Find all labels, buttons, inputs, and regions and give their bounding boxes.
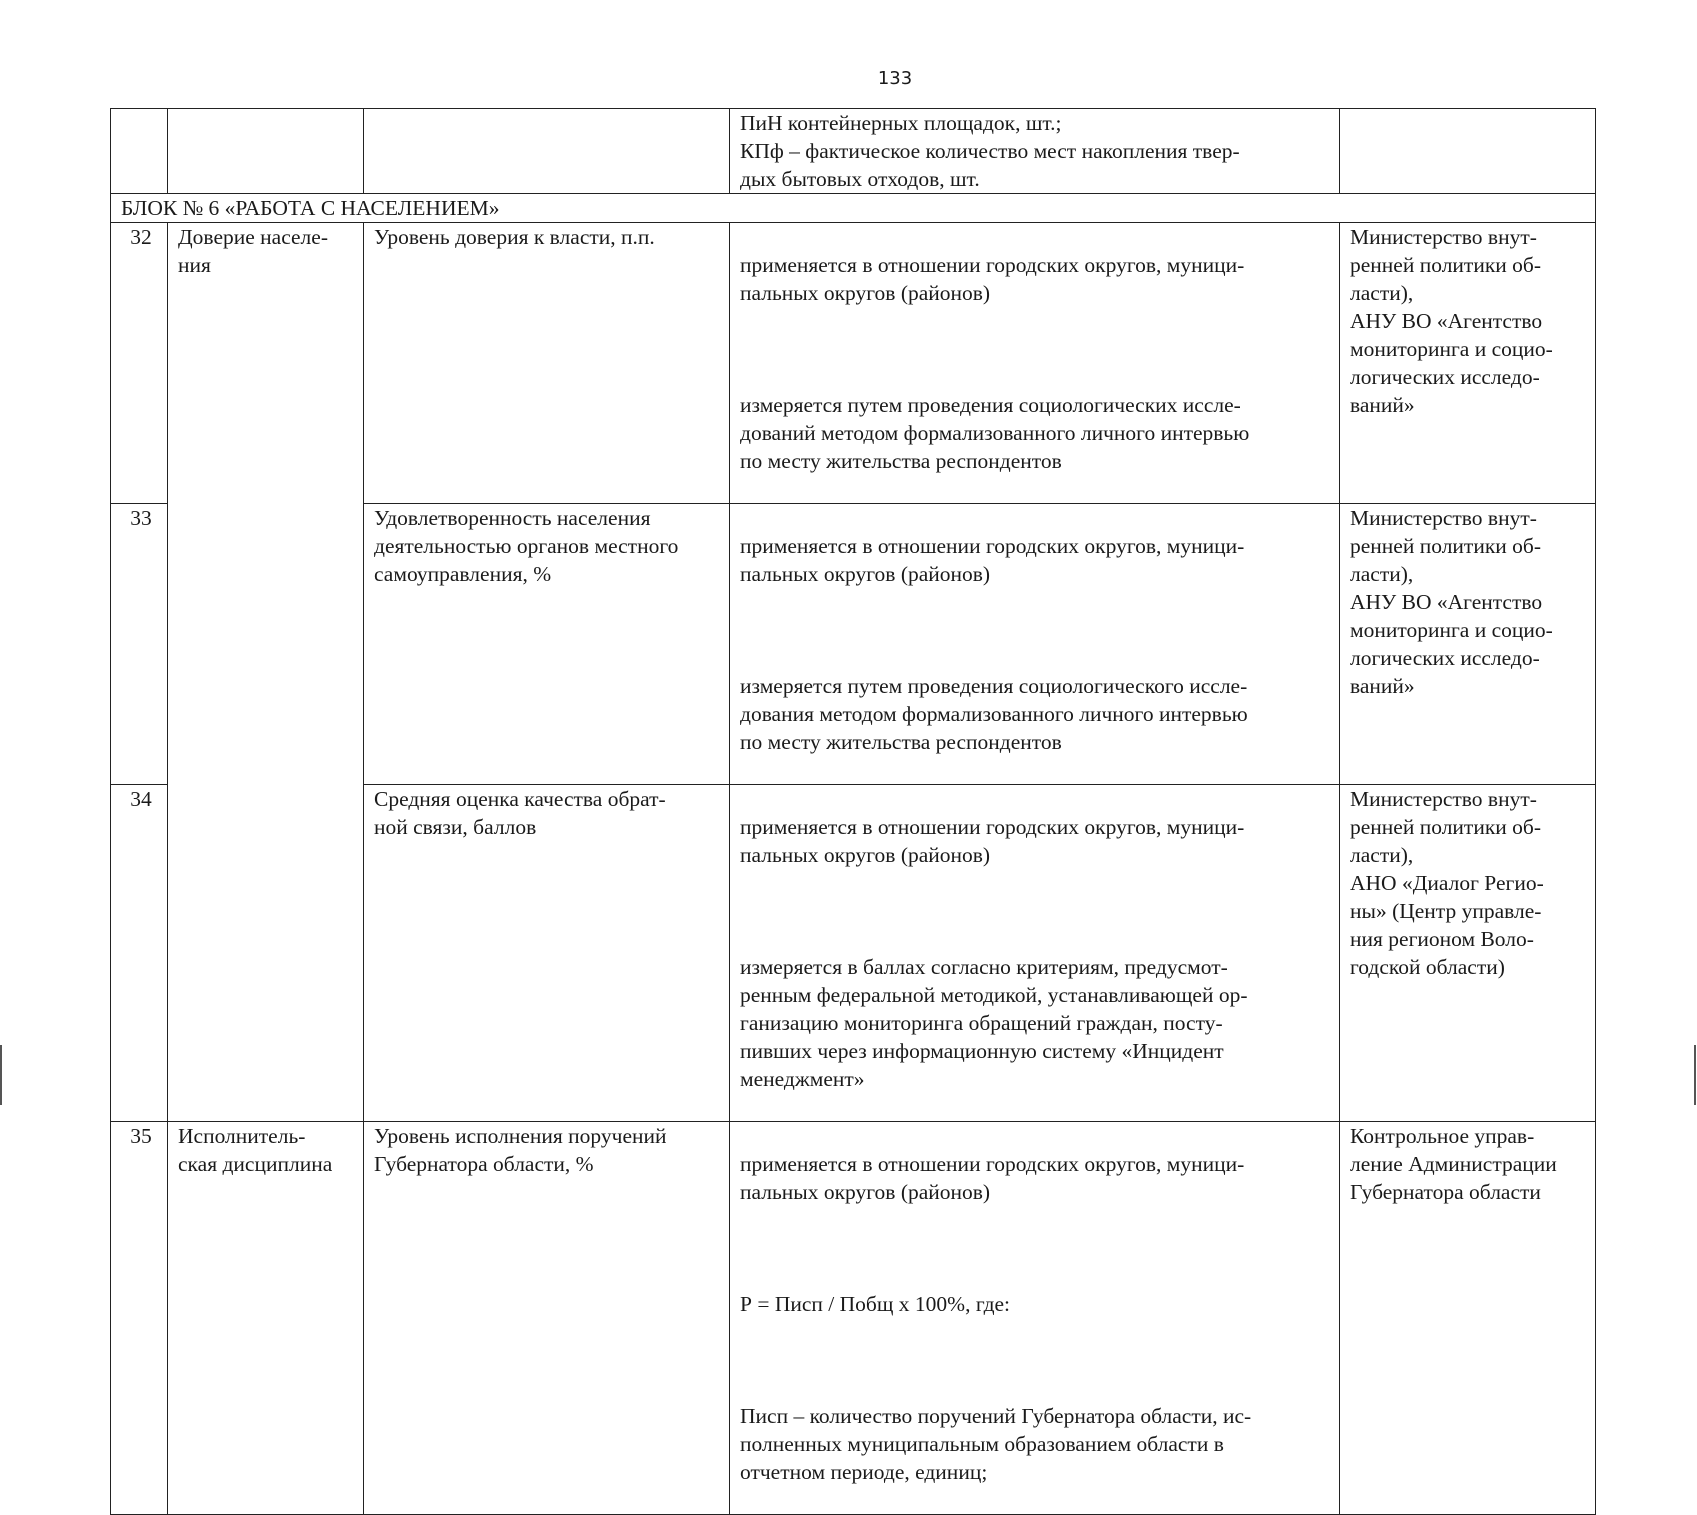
indicator-description <box>730 1122 1340 1515</box>
block-heading: БЛОК № 6 «РАБОТА С НАСЕЛЕНИЕМ» <box>111 194 1596 223</box>
table-row <box>111 1122 1596 1515</box>
responsible-org: Министерство внут- ренней политики об- ласти), АНУ ВО «Агентство мониторинга и социо- логических исследо- ваний» <box>1340 223 1596 504</box>
description-paragraph: Писп – количество поручений Губернатора области, ис- полненных муниципальным образованием области в отчетном периоде, единиц; <box>740 1404 1252 1484</box>
row-number: 34 <box>111 785 168 1122</box>
indicator-name: Удовлетворенность населения деятельностью органов местного самоуправления, % <box>364 504 730 785</box>
cell-indicator <box>364 109 730 194</box>
scan-edge-mark-right <box>1694 1045 1696 1105</box>
description-paragraph: применяется в отношении городских округов, муници- пальных округов (районов) <box>740 1152 1245 1204</box>
responsible-org: Контрольное управ- ление Администрации Губернатора области <box>1340 1122 1596 1515</box>
description-paragraph: измеряется путем проведения социологических иссле- дований методом формализованного личного интервью по месту жительства респондентов <box>740 393 1250 473</box>
responsible-org: Министерство внут- ренней политики об- ласти), АНО «Диалог Регио- ны» (Центр управле- ния регионом Воло- годской области) <box>1340 785 1596 1122</box>
indicator-description <box>730 785 1340 1122</box>
indicator-name: Средняя оценка качества обрат- ной связи, баллов <box>364 785 730 1122</box>
description-paragraph: Р = Писп / Побщ х 100%, где: <box>740 1292 1011 1316</box>
indicator-description <box>730 504 1340 785</box>
page-number: 133 <box>877 68 913 89</box>
indicator-table <box>110 108 1596 1515</box>
table-row <box>111 223 1596 504</box>
description-paragraph: применяется в отношении городских округов, муници- пальных округов (районов) <box>740 253 1245 305</box>
scan-edge-mark-left <box>0 1045 2 1105</box>
cell-group <box>168 109 364 194</box>
responsible-org: Министерство внут- ренней политики об- ласти), АНУ ВО «Агентство мониторинга и социо- логических исследо- ваний» <box>1340 504 1596 785</box>
indicator-description <box>730 223 1340 504</box>
block-heading-row <box>111 194 1596 223</box>
description-paragraph: измеряется путем проведения социологического иссле- дования методом формализованного личного интервью по месту жительства респондентов <box>740 674 1248 754</box>
description-paragraph: применяется в отношении городских округов, муници- пальных округов (районов) <box>740 534 1245 586</box>
group-name: Доверие населе- ния <box>168 223 364 1122</box>
indicator-name: Уровень доверия к власти, п.п. <box>364 223 730 504</box>
row-number: 32 <box>111 223 168 504</box>
description-paragraph: применяется в отношении городских округов, муници- пальных округов (районов) <box>740 815 1245 867</box>
indicator-name: Уровень исполнения поручений Губернатора области, % <box>364 1122 730 1515</box>
row-number: 33 <box>111 504 168 785</box>
cell-num <box>111 109 168 194</box>
description-paragraph: измеряется в баллах согласно критериям, предусмот- ренным федеральной методикой, устанавливающей ор- ганизацию мониторинга обращений граждан, посту- пивших через информационную систему «Инцидент менеджмент» <box>740 955 1248 1091</box>
group-name: Исполнитель- ская дисциплина <box>168 1122 364 1515</box>
table-row-continuation <box>111 109 1596 194</box>
cell-description: ПиН контейнерных площадок, шт.; КПф – фактическое количество мест накопления твер- дых бытовых отходов, шт. <box>730 109 1340 194</box>
cell-responsible <box>1340 109 1596 194</box>
row-number: 35 <box>111 1122 168 1515</box>
